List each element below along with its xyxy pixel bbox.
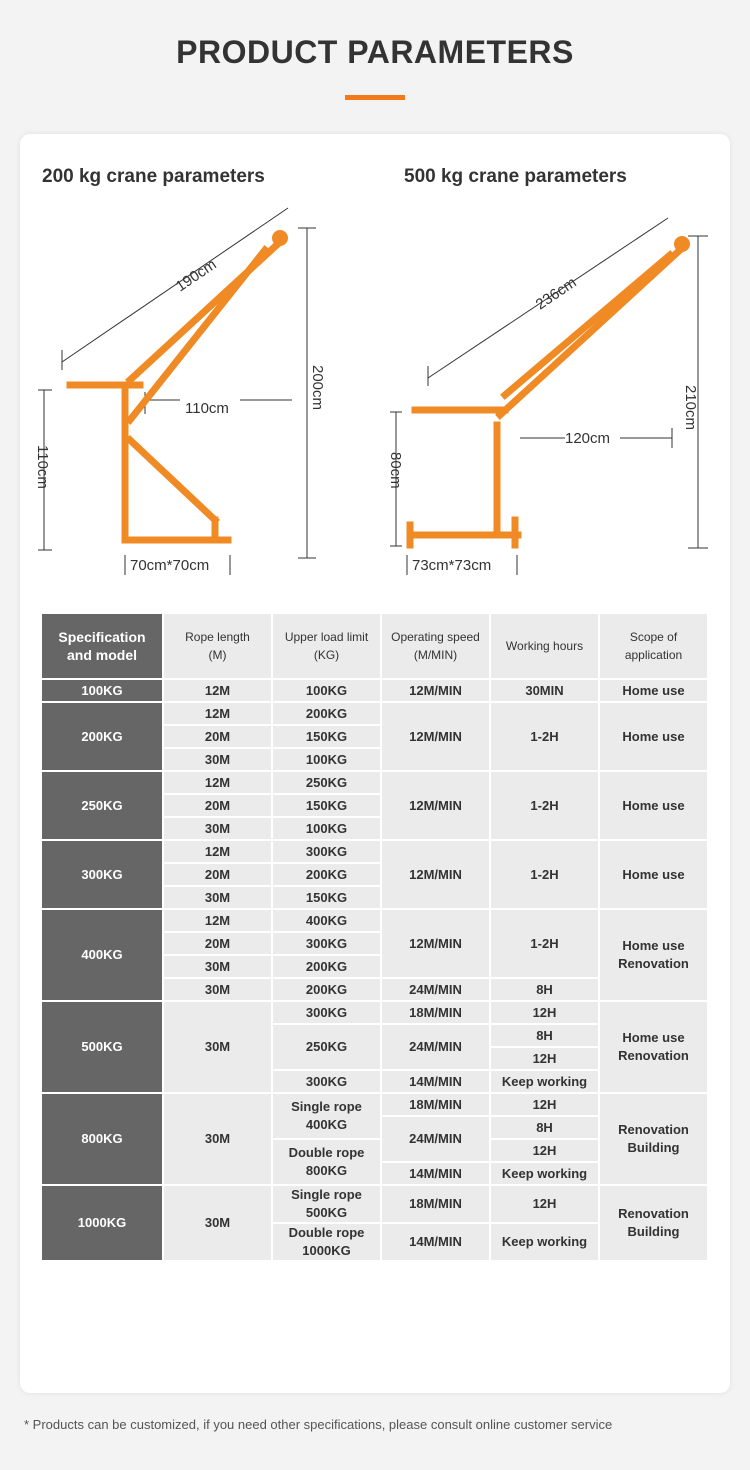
column-header: Rope length (M): [163, 613, 272, 679]
crane-200-reach-label: 110cm: [185, 400, 229, 417]
table-cell: 20M: [163, 794, 272, 817]
table-cell: 30M: [163, 886, 272, 909]
table-cell: 30M: [163, 817, 272, 840]
table-cell: Home use: [599, 679, 708, 702]
table-cell: 18M/MIN: [381, 1093, 490, 1116]
table-cell: Single rope 400KG: [272, 1093, 381, 1139]
table-cell: 12H: [490, 1001, 599, 1024]
table-cell: 20M: [163, 932, 272, 955]
table-cell: 12M/MIN: [381, 702, 490, 771]
page-title: PRODUCT PARAMETERS: [176, 34, 574, 70]
model-cell: 400KG: [41, 909, 163, 1001]
crane-500-base-label: 73cm*73cm: [412, 557, 492, 574]
table-cell: 12M: [163, 679, 272, 702]
table-cell: 250KG: [272, 771, 381, 794]
table-cell: 12H: [490, 1047, 599, 1070]
table-cell: 30M: [163, 978, 272, 1001]
table-cell: 18M/MIN: [381, 1185, 490, 1223]
crane-500-boom-label: 236cm: [532, 274, 580, 314]
model-cell: 800KG: [41, 1093, 163, 1185]
table-cell: 12H: [490, 1139, 599, 1162]
table-cell: 14M/MIN: [381, 1223, 490, 1261]
model-cell: 300KG: [41, 840, 163, 909]
crane-500-height-label: 210cm: [682, 385, 699, 431]
table-header-row: [41, 613, 708, 679]
table-cell: 24M/MIN: [381, 978, 490, 1001]
table-cell: 12M/MIN: [381, 771, 490, 840]
table-cell: 12M: [163, 702, 272, 725]
table-cell: 200KG: [272, 978, 381, 1001]
table-cell: Double rope 800KG: [272, 1139, 381, 1185]
model-cell: 250KG: [41, 771, 163, 840]
model-cell: 1000KG: [41, 1185, 163, 1261]
model-cell: 100KG: [41, 679, 163, 702]
crane-200-height-label: 200cm: [309, 365, 326, 411]
table-cell: 12M: [163, 909, 272, 932]
model-cell: 500KG: [41, 1001, 163, 1093]
table-row: [41, 1093, 708, 1116]
table-cell: 1-2H: [490, 909, 599, 978]
table-cell: Keep working: [490, 1070, 599, 1093]
table-cell: Double rope 1000KG: [272, 1223, 381, 1261]
table-cell: 30M: [163, 955, 272, 978]
table-cell: 18M/MIN: [381, 1001, 490, 1024]
table-cell: Home use: [599, 771, 708, 840]
table-row: [41, 771, 708, 794]
table-cell: 8H: [490, 1116, 599, 1139]
column-header: Operating speed (M/MIN): [381, 613, 490, 679]
table-cell: Keep working: [490, 1162, 599, 1185]
table-cell: 200KG: [272, 863, 381, 886]
table-cell: 150KG: [272, 886, 381, 909]
table-cell: 100KG: [272, 679, 381, 702]
crane-200-base-height-label: 110cm: [34, 445, 51, 489]
table-cell: 12M/MIN: [381, 679, 490, 702]
table-cell: 1-2H: [490, 702, 599, 771]
crane-500-reach-label: 120cm: [565, 430, 611, 447]
crane-200-boom-label: 190cm: [172, 256, 220, 296]
table-cell: 30M: [163, 748, 272, 771]
table-cell: Renovation Building: [599, 1093, 708, 1185]
table-cell: 300KG: [272, 840, 381, 863]
crane-500-base-height-label: 80cm: [387, 452, 404, 489]
table-row: [41, 840, 708, 863]
column-header: Upper load limit (KG): [272, 613, 381, 679]
column-header: Working hours: [490, 613, 599, 679]
crane-500-heading: 500 kg crane parameters: [404, 166, 627, 187]
table-cell: 24M/MIN: [381, 1024, 490, 1070]
table-cell: 8H: [490, 1024, 599, 1047]
crane-500-diagram: [380, 200, 720, 590]
table-cell: 12H: [490, 1093, 599, 1116]
column-header: Scope of application: [599, 613, 708, 679]
table-cell: 300KG: [272, 932, 381, 955]
table-cell: Home use Renovation: [599, 909, 708, 1001]
crane-200-heading: 200 kg crane parameters: [42, 166, 265, 187]
table-cell: 400KG: [272, 909, 381, 932]
table-cell: 8H: [490, 978, 599, 1001]
table-cell: 30M: [163, 1001, 272, 1093]
table-cell: 20M: [163, 863, 272, 886]
table-row: [41, 702, 708, 725]
table-cell: 300KG: [272, 1070, 381, 1093]
table-cell: 300KG: [272, 1001, 381, 1024]
footnote: * Products can be customized, if you need other specifications, please consult online customer service: [24, 1417, 613, 1432]
table-cell: 12H: [490, 1185, 599, 1223]
table-cell: 12M: [163, 840, 272, 863]
table-cell: 14M/MIN: [381, 1162, 490, 1185]
crane-200-diagram: [30, 200, 330, 590]
table-cell: 250KG: [272, 1024, 381, 1070]
table-cell: 100KG: [272, 817, 381, 840]
spec-table: [40, 612, 709, 1262]
table-cell: 12M/MIN: [381, 840, 490, 909]
table-cell: 24M/MIN: [381, 1116, 490, 1162]
table-cell: 1-2H: [490, 771, 599, 840]
column-header: Specification and model: [41, 613, 163, 679]
table-cell: 30M: [163, 1185, 272, 1261]
table-cell: Keep working: [490, 1223, 599, 1261]
table-row: [41, 1001, 708, 1024]
table-cell: 150KG: [272, 725, 381, 748]
crane-200-base-label: 70cm*70cm: [130, 557, 210, 574]
title-accent-bar: [345, 95, 405, 100]
table-cell: Home use: [599, 840, 708, 909]
table-cell: 100KG: [272, 748, 381, 771]
model-cell: 200KG: [41, 702, 163, 771]
table-cell: 20M: [163, 725, 272, 748]
table-cell: Home use: [599, 702, 708, 771]
table-cell: 14M/MIN: [381, 1070, 490, 1093]
table-row: [41, 909, 708, 932]
table-cell: 1-2H: [490, 840, 599, 909]
table-cell: 150KG: [272, 794, 381, 817]
table-cell: Renovation Building: [599, 1185, 708, 1261]
table-cell: Home use Renovation: [599, 1001, 708, 1093]
table-cell: Single rope 500KG: [272, 1185, 381, 1223]
table-cell: 30MIN: [490, 679, 599, 702]
table-cell: 200KG: [272, 955, 381, 978]
table-cell: 12M/MIN: [381, 909, 490, 978]
table-cell: 30M: [163, 1093, 272, 1185]
table-cell: 200KG: [272, 702, 381, 725]
table-cell: 12M: [163, 771, 272, 794]
